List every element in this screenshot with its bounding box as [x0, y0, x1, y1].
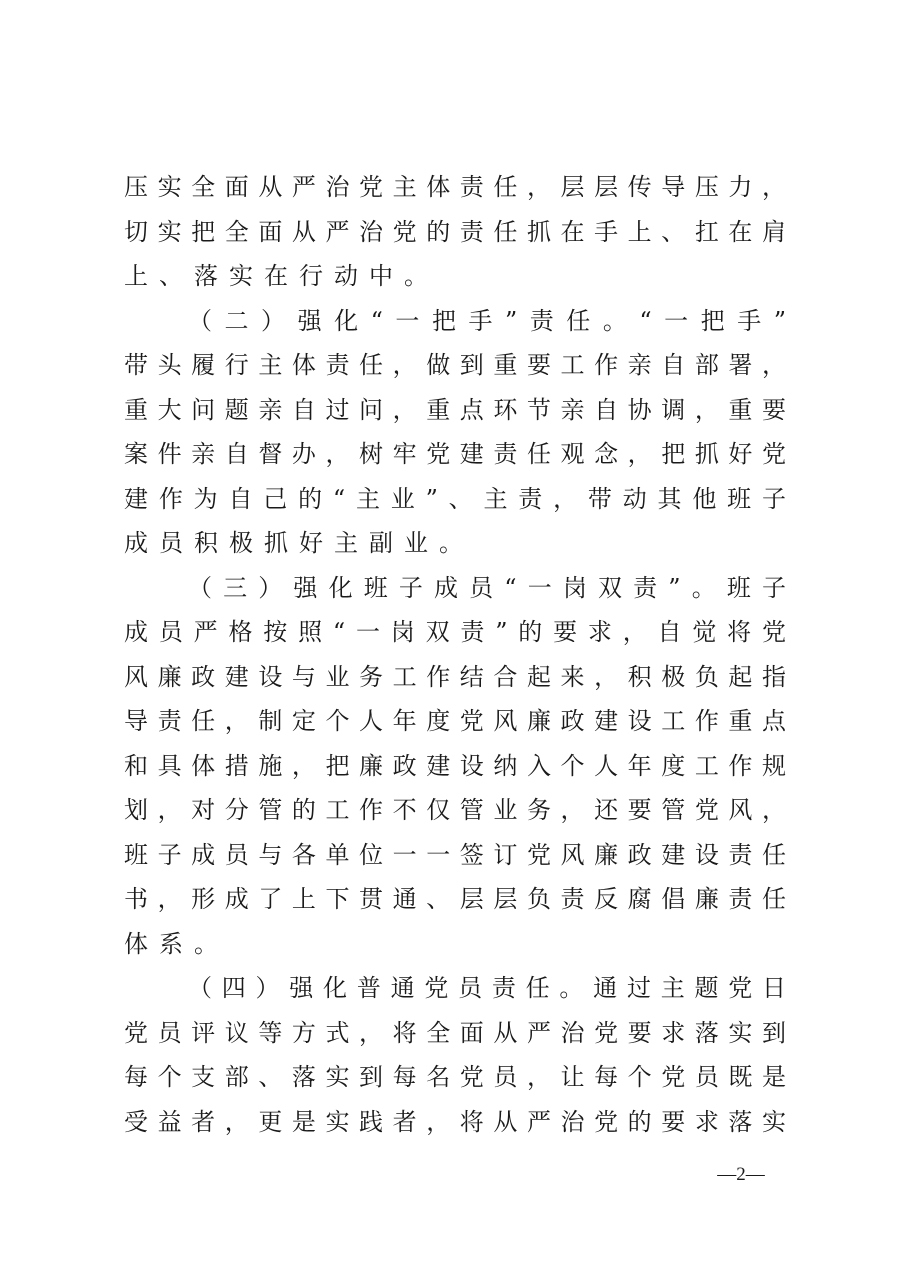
text-line: 重大问题亲自过问，重点环节亲自协调，重要 [124, 395, 786, 424]
text-line: 书，形成了上下贯通、层层负责反腐倡廉责任 [124, 885, 786, 913]
text-line: 导责任，制定个人年度党风廉政建设工作重点 [124, 707, 786, 735]
text-line: 风廉政建设与业务工作结合起来，积极负起指 [124, 662, 786, 691]
text-line: 和具体措施，把廉政建设纳入个人年度工作规 [124, 751, 786, 780]
text-line: 案件亲自督办，树牢党建责任观念，把抓好党 [124, 440, 786, 468]
text-line: 切实把全面从严治党的责任抓在手上、扛在肩 [124, 217, 786, 246]
text-line: 每个支部、落实到每名党员，让每个党员既是 [124, 1063, 786, 1091]
text-line: 带头履行主体责任，做到重要工作亲自部署， [124, 351, 786, 379]
text-line: 班子成员与各单位一一签订党风廉政建设责任 [124, 840, 786, 869]
text-line: 成员严格按照“一岗双责”的要求，自觉将党 [124, 618, 786, 646]
text-line: 划，对分管的工作不仅管业务，还要管党风， [124, 796, 786, 824]
text-line: 体系。 [124, 929, 229, 958]
page-number: —2— [717, 1164, 765, 1185]
text-line: 压实全面从严治党主体责任，层层传导压力， [124, 173, 786, 201]
section-heading-line: （三）强化班子成员“一岗双责”。班子 [188, 573, 786, 602]
text-line: 党员评议等方式，将全面从严治党要求落实到 [124, 1018, 786, 1047]
body-text [124, 165, 786, 1144]
text-line: 建作为自己的“主业”、主责，带动其他班子 [124, 484, 786, 513]
section-heading-line: （二）强化“一把手”责任。“一把手” [188, 306, 786, 335]
section-heading-line: （四）强化普通党员责任。通过主题党日 [188, 974, 786, 1002]
text-line: 受益者，更是实践者，将从严治党的要求落实 [124, 1107, 786, 1136]
text-line: 成员积极抓好主副业。 [124, 529, 474, 557]
text-line: 上、落实在行动中。 [124, 262, 439, 290]
